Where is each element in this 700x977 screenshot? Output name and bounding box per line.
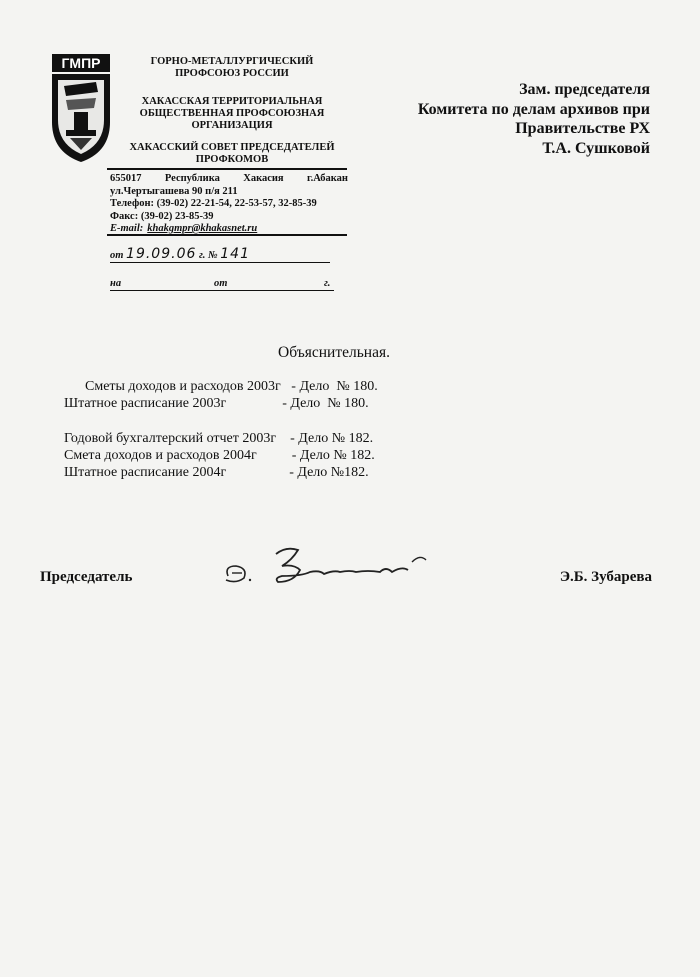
address-row-city (110, 173, 348, 186)
incoming-ref-line (110, 278, 334, 291)
org-name-block-3 (112, 142, 352, 166)
handwritten-signature (222, 542, 432, 592)
to-label: на (110, 278, 122, 289)
email-label: E-mail: (110, 223, 144, 234)
phone: Телефон: (39-02) 22-21-54, 22-53-57, 32-85-39 (110, 198, 317, 209)
document-title: Объяснительная. (278, 344, 390, 361)
ref-number: 141 (220, 246, 250, 262)
letterhead-divider-top (107, 168, 347, 170)
addressee-line: Комитета по делам архивов при (417, 100, 650, 118)
republic: Республика (164, 173, 220, 184)
org-name-block-2 (112, 96, 352, 132)
list-item: Смета доходов и расходов 2004г - Дело № 182. (64, 448, 375, 463)
org-line: ХАКАССКИЙ СОВЕТ ПРЕДСЕДАТЕЛЕЙ (129, 142, 335, 153)
list-item: Сметы доходов и расходов 2003г - Дело № 180. (64, 379, 378, 394)
org-line: ХАКАССКАЯ ТЕРРИТОРИАЛЬНАЯ (141, 96, 323, 107)
email-link[interactable]: khakgmpr@khakasnet.ru (147, 223, 258, 234)
outgoing-ref-line (110, 246, 330, 263)
g-label: г. (199, 250, 206, 261)
no-label: № (208, 250, 218, 261)
org-line: ПРОФКОМОВ (195, 154, 269, 165)
org-line: ГОРНО-МЕТАЛЛУРГИЧЕСКИЙ (150, 56, 314, 67)
org-line: ПРОФСОЮЗ РОССИИ (175, 68, 289, 79)
addressee-line: Правительстве РХ (515, 120, 650, 137)
signer-name: Э.Б. Зубарева (559, 569, 652, 585)
addressee-line: Зам. председателя (519, 81, 650, 98)
union-logo (50, 52, 112, 164)
list-item: Штатное расписание 2003г - Дело № 180. (64, 396, 369, 411)
list-item: Годовой бухгалтерский отчет 2003г - Дело № 182. (64, 431, 374, 446)
addressee-line: Т.А. Сушковой (542, 139, 650, 157)
letterhead-divider-bottom (107, 234, 347, 236)
ref-date: 19.09.06 (126, 246, 197, 262)
logo-text: ГМПР (61, 55, 101, 71)
g2-label: г. (324, 278, 331, 289)
org-line: ОРГАНИЗАЦИЯ (191, 120, 273, 131)
fax: Факс: (39-02) 23-85-39 (110, 210, 214, 222)
region: Хакасия (243, 173, 284, 184)
street: ул.Чертыгашева 90 п/я 211 (110, 185, 238, 197)
addressee-block (380, 80, 650, 158)
from-label: от (110, 250, 124, 261)
city: г.Абакан (307, 173, 348, 184)
org-line: ОБЩЕСТВЕННАЯ ПРОФСОЮЗНАЯ (139, 108, 325, 119)
list-item: Штатное расписание 2004г - Дело №182. (64, 465, 369, 480)
address-block (110, 173, 348, 236)
postcode: 655017 (110, 173, 142, 184)
org-name-block-1 (112, 56, 352, 80)
signer-position: Председатель (40, 569, 133, 585)
ot-label: от (214, 278, 228, 289)
